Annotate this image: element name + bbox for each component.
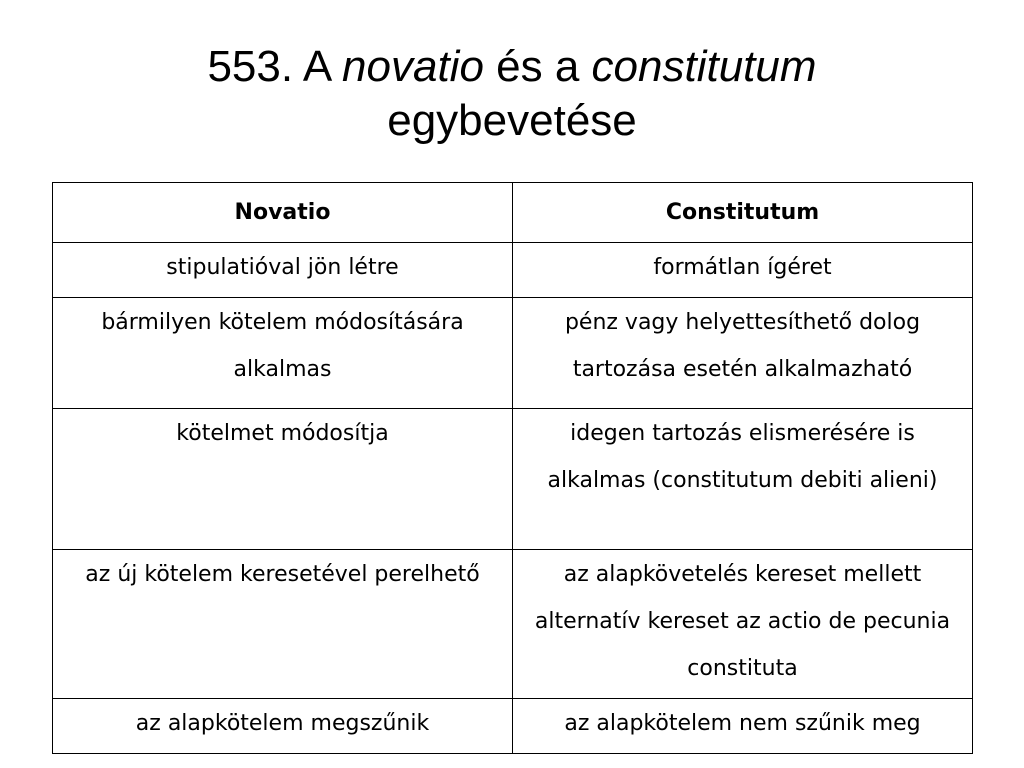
cell-text: stipulatióval jön létre bbox=[166, 255, 399, 280]
constitutum-cell bbox=[513, 298, 973, 409]
title-line-2: egybevetése bbox=[387, 96, 637, 145]
cell-text: formátlan ígéret bbox=[653, 255, 832, 280]
cell-text: az alapkövetelés kereset mellett alternatív kereset az actio de pecunia constituta bbox=[534, 562, 951, 681]
cell-text: az alapkötelem nem szűnik meg bbox=[564, 711, 921, 736]
novatio-cell bbox=[53, 409, 513, 550]
table-row bbox=[53, 243, 973, 298]
title-middle: és a bbox=[483, 42, 592, 91]
slide-title bbox=[0, 40, 1024, 148]
header-constitutum: Constitutum bbox=[513, 183, 973, 243]
cell-text: az új kötelem keresetével perelhető bbox=[85, 562, 480, 587]
cell-text: pénz vagy helyettesíthető dolog tartozása esetén alkalmazható bbox=[564, 310, 921, 382]
cell-text: az alapkötelem megszűnik bbox=[135, 711, 430, 736]
comparison-table bbox=[52, 182, 973, 754]
title-term-novatio: novatio bbox=[342, 42, 484, 91]
novatio-cell bbox=[53, 550, 513, 699]
table-row bbox=[53, 699, 973, 754]
constitutum-cell bbox=[513, 409, 973, 550]
novatio-cell bbox=[53, 699, 513, 754]
header-novatio: Novatio bbox=[53, 183, 513, 243]
title-prefix: 553. A bbox=[207, 42, 343, 91]
constitutum-cell bbox=[513, 699, 973, 754]
table-row bbox=[53, 298, 973, 409]
title-term-constitutum: constitutum bbox=[591, 42, 817, 91]
table-header-row bbox=[53, 183, 973, 243]
cell-text: kötelmet módosítja bbox=[176, 421, 389, 446]
table-row bbox=[53, 550, 973, 699]
novatio-cell bbox=[53, 243, 513, 298]
table-row bbox=[53, 409, 973, 550]
novatio-cell bbox=[53, 298, 513, 409]
constitutum-cell bbox=[513, 550, 973, 699]
cell-text: bármilyen kötelem módosítására alkalmas bbox=[101, 310, 464, 382]
constitutum-cell bbox=[513, 243, 973, 298]
cell-text: idegen tartozás elismerésére is alkalmas (constitutum debiti alieni) bbox=[547, 421, 938, 493]
